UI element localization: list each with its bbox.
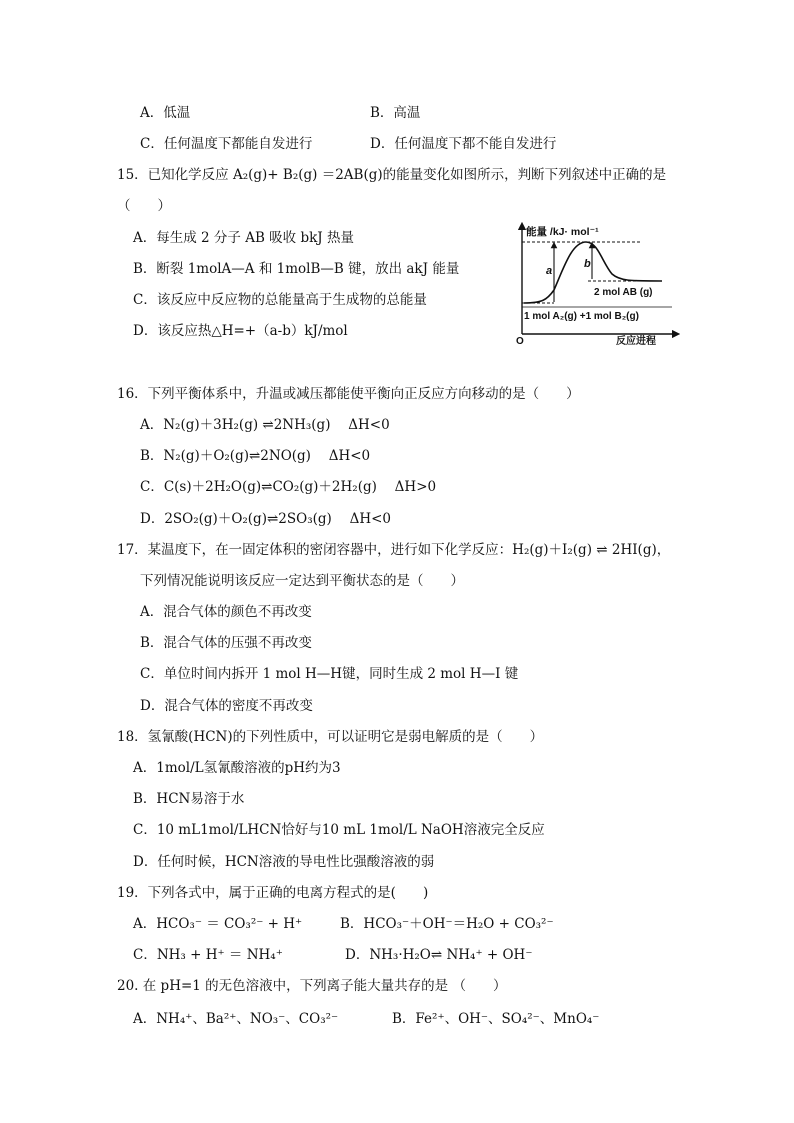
q16-stem: 16．下列平衡体系中，升温或减压都能使平衡向正反应方向移动的是（ ）	[117, 386, 580, 402]
q20-option-a: A．NH₄⁺、Ba²⁺、NO₃⁻、CO₃²⁻	[133, 1011, 339, 1027]
q18-option-a: A．1mol/L氢氰酸溶液的pH约为3	[133, 760, 341, 776]
q20-stem: 20. 在 pH=1 的无色溶液中，下列离子能大量共存的是 （ ）	[117, 978, 507, 994]
q14-option-b: B．高温	[370, 105, 421, 121]
q18-stem: 18．氢氰酸(HCN)的下列性质中，可以证明它是弱电解质的是（ ）	[117, 729, 544, 745]
q15-option-d: D．该反应热△H=+（a-b）kJ/mol	[133, 323, 348, 339]
q16-option-a: A．N₂(g)＋3H₂(g) ⇌2NH₃(g) ΔH<0	[140, 417, 390, 433]
energy-diagram	[512, 222, 682, 348]
product-label: 2 mol AB (g)	[594, 287, 653, 298]
q19-stem: 19．下列各式中，属于正确的电离方程式的是( )	[117, 885, 429, 901]
q16-option-d: D．2SO₂(g)＋O₂(g)⇌2SO₃(g) ΔH<0	[140, 511, 391, 527]
q15-blank: （ ）	[117, 198, 171, 214]
q17-option-c: C．单位时间内拆开 1 mol H—H键，同时生成 2 mol H—I 键	[140, 666, 519, 682]
label-b: b	[584, 258, 591, 270]
q15-stem: 15．已知化学反应 A₂(g)+ B₂(g) ＝2AB(g)的能量变化如图所示，判断下列叙述中正确的是	[117, 167, 667, 183]
q18-option-d: D．任何时候，HCN溶液的导电性比强酸溶液的弱	[133, 854, 435, 870]
q17-option-d: D．混合气体的密度不再改变	[140, 698, 313, 714]
q16-option-b: B．N₂(g)＋O₂(g)⇌2NO(g) ΔH<0	[140, 448, 371, 464]
q19-option-a: A．HCO₃⁻ ＝ CO₃²⁻ + H⁺	[133, 916, 303, 932]
x-axis-label: 反应进程	[616, 336, 656, 347]
q15-option-c: C．该反应中反应物的总能量高于生成物的总能量	[133, 292, 427, 308]
y-axis-label: 能量 /kJ· mol⁻¹	[526, 226, 599, 238]
q15-option-a: A．每生成 2 分子 AB 吸收 bkJ 热量	[133, 230, 354, 246]
q17-option-b: B．混合气体的压强不再改变	[140, 635, 312, 651]
q20-option-b: B．Fe²⁺、OH⁻、SO₄²⁻、MnO₄⁻	[392, 1011, 600, 1027]
q18-option-b: B．HCN易溶于水	[133, 791, 245, 807]
q17-option-a: A．混合气体的颜色不再改变	[140, 604, 312, 620]
q19-option-d: D．NH₃·H₂O⇌ NH₄⁺ + OH⁻	[345, 947, 533, 963]
q15-option-b: B．断裂 1molA—A 和 1molB—B 键，放出 akJ 能量	[133, 261, 460, 277]
label-a: a	[546, 265, 553, 277]
origin-label: O	[516, 336, 524, 347]
q14-option-a: A．低温	[140, 105, 191, 121]
q19-option-b: B．HCO₃⁻＋OH⁻＝H₂O + CO₃²⁻	[340, 916, 554, 932]
q18-option-c: C．10 mL1mol/LHCN恰好与10 mL 1mol/L NaOH溶液完全反应	[133, 822, 545, 838]
q19-option-c: C．NH₃ + H⁺ ＝ NH₄⁺	[133, 947, 283, 963]
q17-stem-2: 下列情况能说明该反应一定达到平衡状态的是（ ）	[140, 573, 464, 589]
q14-option-d: D．任何温度下都不能自发进行	[370, 136, 557, 152]
reactant-label: 1 mol A₂(g) +1 mol B₂(g)	[524, 311, 639, 322]
q16-option-c: C．C(s)＋2H₂O(g)⇌CO₂(g)＋2H₂(g) ΔH>0	[140, 479, 437, 495]
q17-stem: 17．某温度下，在一固定体积的密闭容器中，进行如下化学反应：H₂(g)＋I₂(g) ⇌ 2HI(g)，	[117, 542, 671, 558]
q14-option-c: C．任何温度下都能自发进行	[140, 136, 313, 152]
